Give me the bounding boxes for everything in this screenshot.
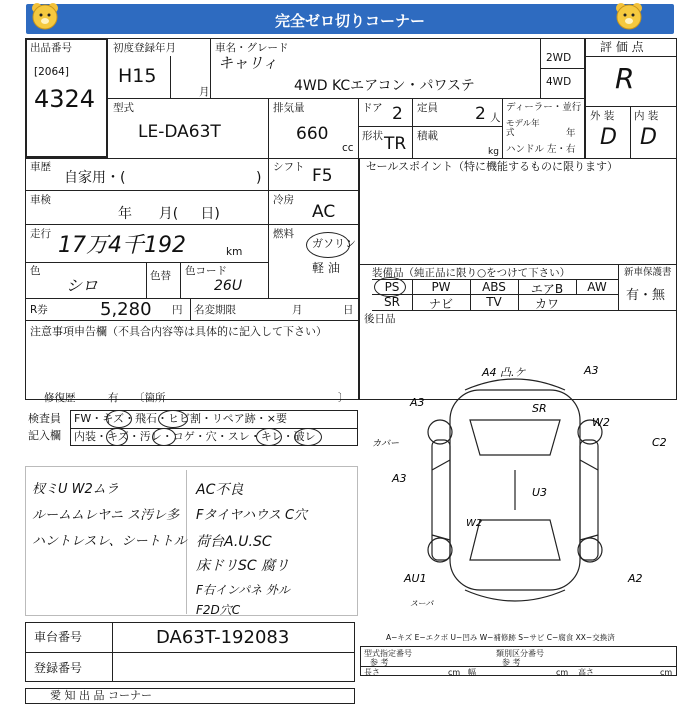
model-value: LE-DA63T — [138, 122, 221, 142]
equip-tv: TV — [486, 295, 502, 309]
type-sub: 参 考 — [370, 658, 389, 667]
equip-ps-circle — [374, 277, 406, 297]
capacity-unit: kg — [488, 147, 499, 157]
reg-label: 初度登録年月 — [113, 42, 176, 54]
color-value: シロ — [66, 276, 99, 295]
displacement-unit: cc — [342, 142, 354, 154]
equip-navi: ナビ — [428, 297, 453, 311]
change-label: 名変期限 — [194, 304, 236, 316]
sales-point-label: セールスポイント（特に機能するものに限ります） — [366, 160, 619, 173]
color-label: 色 — [30, 265, 41, 277]
note-left-2: ルームムレヤニ ス汚レ多 — [32, 508, 180, 523]
price-unit: 円 — [172, 304, 183, 316]
color-code-label: 色コード — [185, 265, 227, 277]
shift-value: F5 — [312, 166, 333, 186]
code-bumper: カバー — [372, 439, 400, 449]
code-left-top: A3 — [410, 396, 425, 409]
chassis-value: DA63T-192083 — [156, 627, 290, 648]
fuel-label: 燃料 — [273, 228, 294, 240]
drive-4wd: 4WD — [546, 76, 572, 88]
exterior-label: 外 装 — [590, 110, 615, 122]
code-top-right: A3 — [584, 364, 599, 377]
code-w2-mid: W2 — [466, 518, 483, 529]
equip-leather: カワ — [534, 297, 559, 311]
car-damage-diagram — [370, 360, 676, 620]
warranty-value: 有・無 — [626, 288, 666, 303]
car-name: キャリィ — [218, 54, 278, 72]
handle-label: ハンドル 左・右 — [506, 144, 576, 155]
reg-value: H15 — [118, 65, 157, 87]
equip-aw: AW — [587, 280, 607, 294]
interior-value: D — [640, 125, 657, 150]
mark-circle-stone — [158, 410, 188, 428]
code-a2: A2 — [628, 572, 643, 585]
equip-pw: PW — [431, 280, 451, 294]
drive-2wd: 2WD — [546, 52, 572, 64]
repair-close: 〕 — [338, 392, 349, 404]
length-unit: cm — [448, 668, 461, 677]
code-a3-left: A3 — [392, 472, 407, 485]
note-left-1: 杈ミU W2ムラ — [32, 482, 119, 497]
seats-unit: 人 — [490, 112, 501, 124]
history-close: ) — [256, 170, 262, 186]
inspector-row-2: 内装・キズ・汚レ・コゲ・穴・スレ・キレ・破レ — [74, 430, 316, 443]
displacement-value: 660 — [296, 124, 329, 144]
code-c2: C2 — [652, 436, 667, 449]
class-sub: 参 考 — [502, 658, 521, 667]
price-value: 5,280 — [100, 299, 152, 320]
lot-number: 4324 — [34, 85, 96, 113]
model-year-label: モデル年式 — [506, 119, 540, 138]
rear-seat-label: 後日品 — [364, 313, 396, 325]
inspector-row-1: FW・キズ・飛石・ヒビ割・リペア跡・×要 — [74, 412, 287, 425]
reg-month-unit: 月 — [199, 86, 210, 98]
code-u3: U3 — [532, 486, 548, 499]
mileage-label: 走行 — [30, 228, 51, 240]
seats-value: 2 — [475, 104, 486, 124]
score-value: R — [615, 62, 635, 95]
note-right-1: AC不良 — [196, 482, 244, 498]
note-right-4: 床ドリSC 腐リ — [196, 558, 290, 574]
year-unit: 年 — [566, 128, 576, 139]
width-label: 幅 — [468, 668, 476, 677]
dealer-label: ディーラー・並行 — [506, 102, 582, 113]
history-label: 車歴 — [30, 161, 51, 173]
mileage-value: 17万4千192 — [58, 233, 186, 258]
doors-label: ドア — [362, 102, 383, 114]
damage-legend: A−キズ E−エクボ U−凹み W−補修跡 S−サビ C−腐食 XX−交換済 — [386, 633, 615, 642]
width-unit: cm — [556, 668, 569, 677]
mileage-unit: km — [226, 246, 243, 258]
car-grade: 4WD KCエアコン・パワステ — [294, 78, 475, 94]
type-label: 型式指定番号 — [364, 649, 412, 658]
code-small: スーパ — [410, 599, 434, 608]
height-label: 高さ — [578, 668, 594, 677]
aircon-value: AC — [312, 202, 336, 222]
repair-label: 修復歴 — [44, 392, 76, 404]
change-day: 日 — [343, 304, 354, 316]
notes-label: 注意事項申告欄（不具合内容等は具体的に記入して下さい） — [30, 325, 327, 338]
lot-label: 出品番号 — [30, 42, 72, 54]
height-unit: cm — [660, 668, 673, 677]
mark-circle-kizu — [106, 410, 132, 428]
equip-airbag: エアB — [530, 282, 564, 296]
warranty-label: 新車保護書 — [624, 267, 672, 278]
note-right-6: F2D穴C — [196, 603, 241, 617]
equip-abs: ABS — [482, 280, 506, 294]
mark-circle-tear — [294, 428, 322, 446]
interior-label: 内 装 — [634, 110, 659, 122]
change-month: 月 — [292, 304, 303, 316]
shape-label: 形状 — [362, 130, 383, 142]
fuel-gas: ガソリン — [312, 237, 356, 250]
banner-title: 完全ゼロ切りコーナー — [274, 12, 425, 30]
code-top: A4 凸.ケ — [482, 366, 526, 379]
length-label: 長さ — [364, 668, 380, 677]
equipment-label: 装備品（純正品に限り○をつけて下さい） — [372, 267, 571, 279]
shift-label: シフト — [273, 161, 305, 173]
note-left-3: ハントレスレ、シートトル — [32, 534, 187, 549]
mascot-bear-icon — [614, 2, 644, 30]
inspection-value: 年 月( 日) — [118, 206, 220, 222]
score-label: 評 価 点 — [600, 40, 644, 54]
history-value: 自家用・( — [64, 170, 126, 186]
repair-value: 有 — [108, 392, 119, 404]
reg-no-label: 登録番号 — [34, 661, 83, 675]
code-sr: SR — [532, 402, 547, 415]
inspection-label: 車検 — [30, 194, 51, 206]
price-label: R券 — [30, 304, 48, 316]
equip-ps: PS — [384, 280, 400, 294]
shape-value: TR — [384, 134, 407, 154]
chassis-label: 車台番号 — [34, 630, 83, 644]
exterior-value: D — [600, 125, 617, 150]
header-banner — [26, 4, 674, 34]
note-right-2: Fタイヤハウス C穴 — [196, 508, 308, 523]
fuel-light-oil: 軽 油 — [312, 261, 340, 275]
seats-label: 定員 — [417, 102, 438, 114]
inspector-label-2: 記入欄 — [28, 429, 61, 442]
mascot-bear-icon — [30, 2, 60, 30]
repair-place: 〔箇所 — [134, 392, 166, 404]
displacement-label: 排気量 — [273, 102, 305, 114]
lot-sub: [2064] — [34, 66, 69, 78]
name-label: 車名・グレード — [215, 42, 289, 54]
equip-sr: SR — [384, 295, 400, 309]
code-au1: AU1 — [404, 572, 427, 585]
mark-circle-kizu2 — [106, 428, 128, 446]
bottom-label: 愛 知 出 品 コーナー — [50, 689, 152, 702]
mark-circle-scuff — [256, 428, 282, 446]
capacity-label: 積載 — [417, 130, 438, 142]
mark-circle-dirt — [152, 428, 176, 446]
aircon-label: 冷房 — [273, 194, 294, 206]
inspector-label-1: 検査員 — [28, 412, 61, 425]
class-label: 類別区分番号 — [496, 649, 544, 658]
color-code-value: 26U — [214, 278, 243, 294]
note-right-5: F右インパネ 外ル — [196, 583, 290, 597]
model-label: 型式 — [113, 102, 134, 114]
color-num-label: 色替 — [150, 270, 171, 282]
note-right-3: 荷台A.U.SC — [196, 534, 272, 550]
code-w2: W2 — [592, 416, 610, 429]
doors-value: 2 — [392, 104, 403, 124]
